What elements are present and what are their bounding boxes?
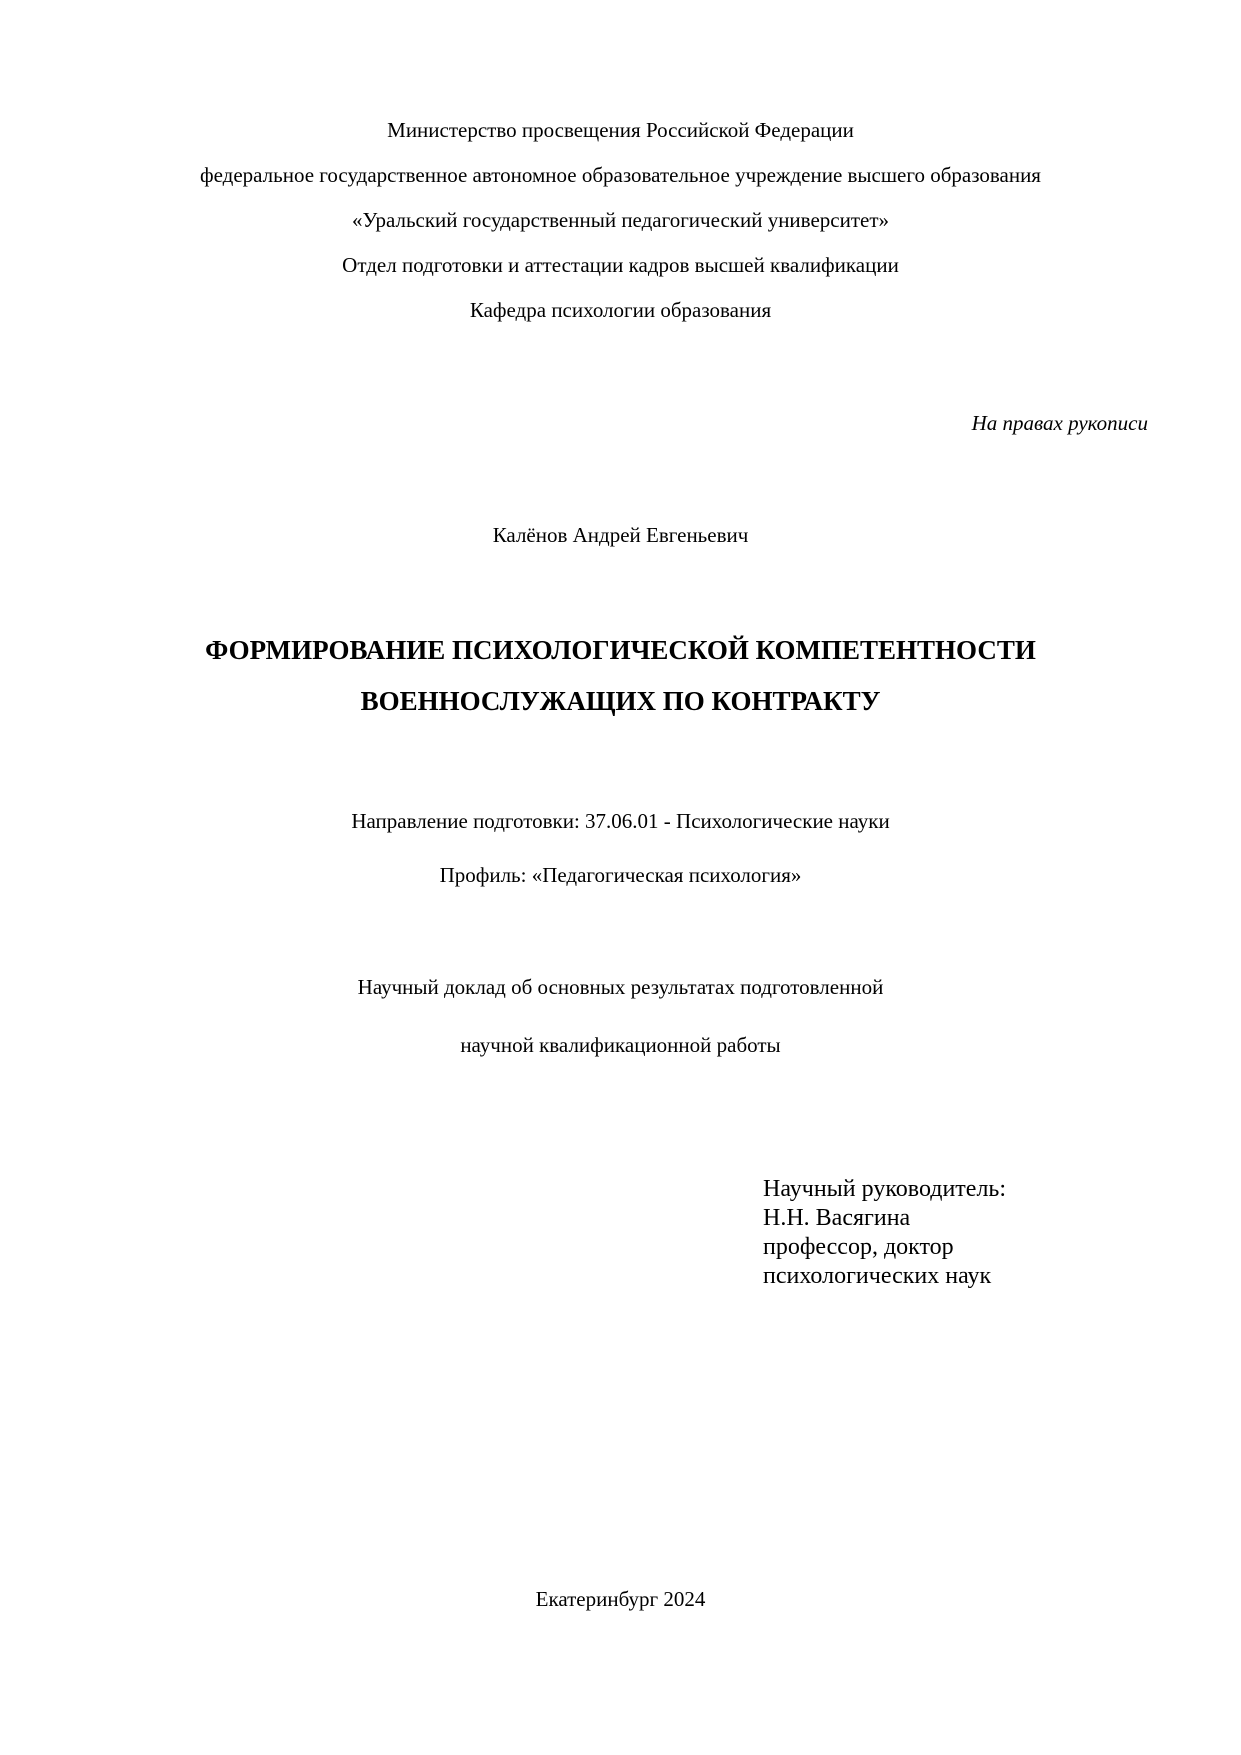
document-title-line-1: ФОРМИРОВАНИЕ ПСИХОЛОГИЧЕСКОЙ КОМПЕТЕНТНОСТИ: [205, 635, 1036, 665]
supervisor-name: Н.Н. Васягина: [763, 1205, 911, 1231]
supervisor-position: профессор, доктор: [763, 1234, 954, 1260]
report-description-line-2: научной квалификационной работы: [460, 1033, 781, 1057]
manuscript-note: На правах рукописи: [971, 411, 1148, 435]
document-title-line-2: ВОЕННОСЛУЖАЩИХ ПО КОНТРАКТУ: [360, 686, 881, 716]
supervisor-block: [763, 1175, 1006, 1291]
study-profile: Профиль: «Педагогическая психология»: [439, 863, 802, 887]
report-description-line-1: Научный доклад об основных результатах подготовленной: [357, 975, 884, 999]
chair-name: Кафедра психологии образования: [469, 298, 772, 322]
city-year: Екатеринбург 2024: [535, 1587, 706, 1611]
ministry-name: Министерство просвещения Российской Федерации: [387, 118, 854, 142]
supervisor-degree: психологических наук: [763, 1263, 992, 1289]
institution-type: федеральное государственное автономное образовательное учреждение высшего образования: [200, 163, 1041, 187]
supervisor-label: Научный руководитель:: [763, 1176, 1007, 1202]
author-name: Калёнов Андрей Евгеньевич: [492, 523, 749, 547]
university-name: «Уральский государственный педагогический университет»: [351, 208, 890, 232]
study-direction: Направление подготовки: 37.06.01 - Психологические науки: [351, 809, 890, 833]
department-name: Отдел подготовки и аттестации кадров высшей квалификации: [342, 253, 899, 277]
